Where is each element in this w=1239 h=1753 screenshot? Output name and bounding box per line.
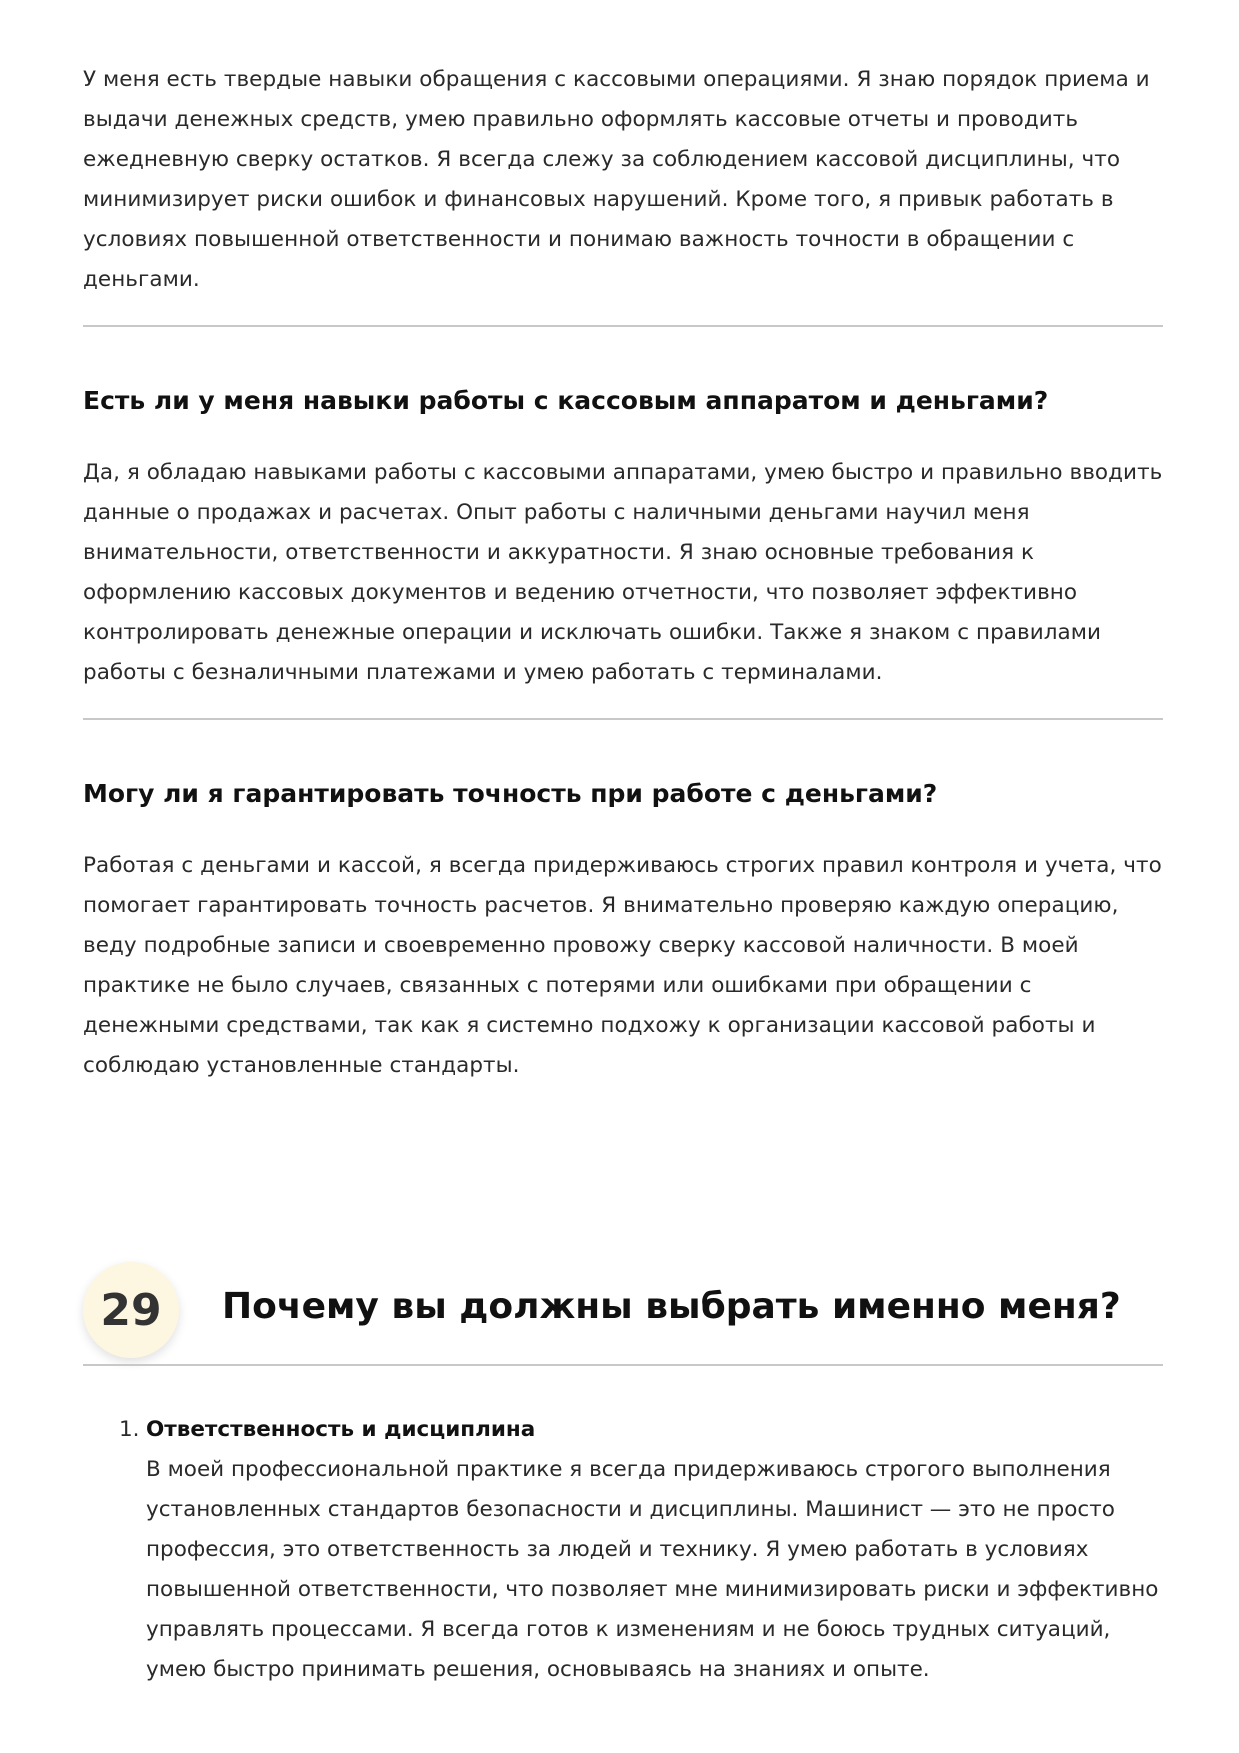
answer-paragraph-1: Да, я обладаю навыками работы с кассовыми аппаратами, умею быстро и правильно вводить данные о продажах и расчетах. Опыт работы с наличными деньгами научил меня внимательности, ответственности и аккуратности. Я знаю основные требования к оформлению кассовых документов и ведению отчетности, что позволяет эффективно контролировать денежные операции и исключать ошибки. Также я знаком с правилами работы с безналичными платежами и умею работать с терминалами.	[83, 460, 1163, 685]
section-title: Почему вы должны выбрать именно меня?	[222, 1286, 1121, 1327]
divider	[83, 718, 1163, 720]
answer-paragraph-2: Работая с деньгами и кассой, я всегда придерживаюсь строгих правил контроля и учета, что помогает гарантировать точность расчетов. Я внимательно проверяю каждую операцию, веду подробные записи и своевременно провожу сверку кассовой наличности. В моей практике не было случаев, связанных с потерями или ошибками при обращении с денежными средствами, так как я системно подхожу к организации кассовой работы и соблюдаю установленные стандарты.	[83, 853, 1162, 1078]
section-number-badge: 29	[83, 1262, 179, 1358]
intro-paragraph: У меня есть твердые навыки обращения с кассовыми операциями. Я знаю порядок приема и выдачи денежных средств, умею правильно оформлять кассовые отчеты и проводить ежедневную сверку остатков. Я всегда слежу за соблюдением кассовой дисциплины, что минимизирует риски ошибок и финансовых нарушений. Кроме того, я привык работать в условиях повышенной ответственности и понимаю важность точности в обращении с деньгами.	[83, 67, 1150, 292]
section-divider	[83, 1364, 1163, 1366]
list-item-number: 1.	[119, 1417, 140, 1442]
list-item-title: Ответственность и дисциплина	[146, 1417, 536, 1442]
section-header	[83, 1262, 1163, 1372]
question-heading-2: Могу ли я гарантировать точность при работе с деньгами?	[83, 779, 938, 808]
question-heading-1: Есть ли у меня навыки работы с кассовым аппаратом и деньгами?	[83, 386, 1049, 415]
divider	[83, 325, 1163, 327]
list-item-body: В моей профессиональной практике я всегда придерживаюсь строгого выполнения установленных стандартов безопасности и дисциплины. Машинист — это не просто профессия, это ответственность за людей и технику. Я умею работать в условиях повышенной ответственности, что позволяет мне минимизировать риски и эффективно управлять процессами. Я всегда готов к изменениям и не боюсь трудных ситуаций, умею быстро принимать решения, основываясь на знаниях и опыте.	[146, 1457, 1159, 1682]
